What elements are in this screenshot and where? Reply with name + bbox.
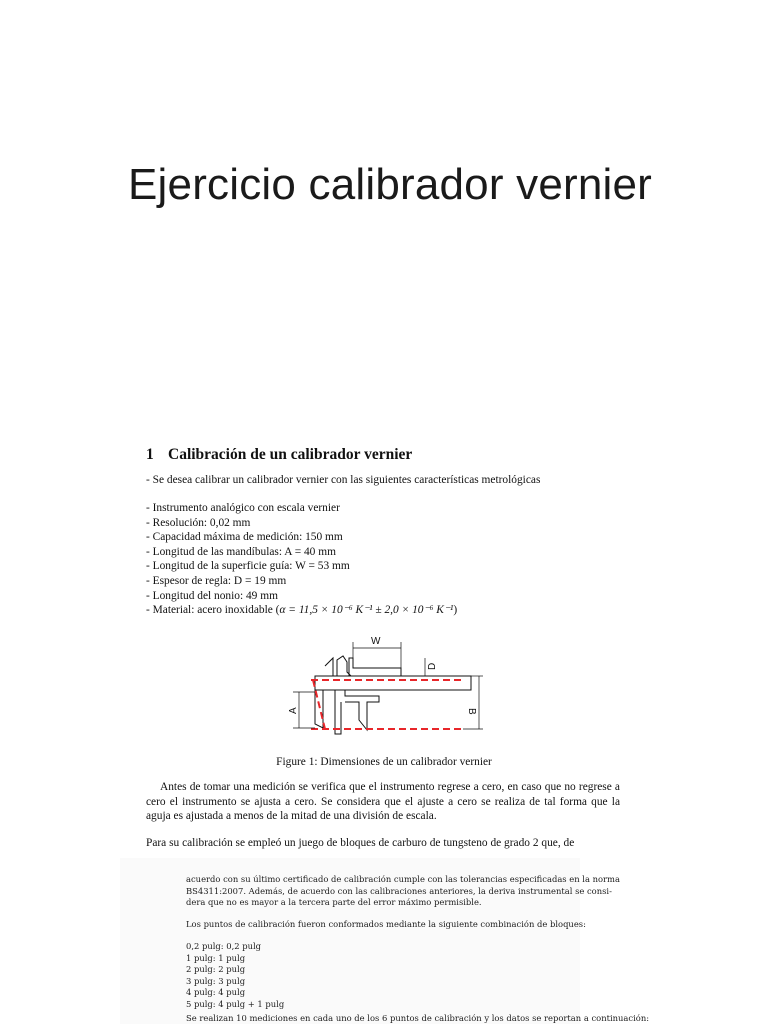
reference-lines	[311, 680, 461, 729]
spec-item: - Capacidad máxima de medición: 150 mm	[146, 531, 343, 544]
caliper-outline	[315, 656, 471, 734]
slide-title: Ejercicio calibrador vernier	[128, 160, 653, 209]
caliper-slider-top	[349, 658, 401, 676]
material-prefix: - Material: acero inoxidable (	[146, 604, 280, 617]
figure-caption: Figure 1: Dimensiones de un calibrador vernier	[276, 756, 492, 768]
scan-line: BS4311:2007. Además, de acuerdo con las calibraciones anteriores, la deriva instrumental se consi-	[186, 885, 612, 896]
calibration-point: 2 pulg: 2 pulg	[186, 964, 246, 975]
paragraph-zero-check	[146, 780, 620, 824]
scan-line: dera que no es mayor a la tercera parte del error máximo permisible.	[186, 897, 482, 908]
caliper-beam	[315, 676, 471, 690]
dim-label-w: W	[371, 636, 381, 647]
scan-points-intro: Los puntos de calibración fueron conformados mediante la siguiente combinación de bloques:	[186, 919, 586, 929]
dim-label-d: D	[427, 662, 438, 670]
dim-label-a: A	[288, 707, 299, 714]
spec-item: - Longitud del nonio: 49 mm	[146, 589, 278, 602]
caliper-lower-jaw-slider	[345, 690, 379, 730]
calibration-point: 3 pulg: 3 pulg	[186, 975, 246, 986]
calibration-point: 5 pulg: 4 pulg + 1 pulg	[186, 998, 285, 1009]
material-formula: α = 11,5 × 10⁻⁶ K⁻¹ ± 2,0 × 10⁻⁶ K⁻¹	[279, 604, 454, 617]
calibration-point: 1 pulg: 1 pulg	[186, 952, 246, 963]
section-heading	[146, 446, 412, 464]
caliper-depth-rod	[335, 690, 341, 734]
specs-list	[146, 501, 457, 618]
intro-text: - Se desea calibrar un calibrador vernier con las siguientes características metrológicas	[146, 474, 541, 486]
spec-item: - Instrumento analógico con escala vernier	[146, 502, 340, 514]
spec-item: - Resolución: 0,02 mm	[146, 516, 251, 529]
dim-label-b: B	[466, 708, 477, 715]
caliper-upper-jaws	[325, 656, 351, 676]
scan-line: acuerdo con su último certificado de calibración cumple con las tolerancias especificadas en la norma	[186, 874, 620, 884]
paragraph-calibration: Para su calibración se empleó un juego de bloques de carburo de tungsteno de grado 2 que, de	[146, 837, 575, 849]
section-number: 1	[146, 446, 154, 463]
spec-item: - Longitud de la superficie guía: W = 53 mm	[146, 560, 350, 573]
scan-cut-line-text: Se realizan 10 mediciones en cada uno de los 6 puntos de calibración y los datos se reportan a continuación:	[186, 1013, 650, 1023]
calibration-points-list	[186, 941, 284, 1011]
calibration-point: 0,2 pulg: 0,2 pulg	[186, 941, 262, 951]
section-title: Calibración de un calibrador vernier	[168, 446, 413, 463]
spec-item: - Espesor de regla: D = 19 mm	[146, 574, 287, 587]
scan-paragraph	[186, 874, 620, 909]
material-suffix: )	[453, 604, 458, 617]
spec-item: - Longitud de las mandíbulas: A = 40 mm	[146, 545, 336, 558]
vernier-caliper-diagram	[283, 628, 493, 740]
scan-cut-line	[186, 1013, 650, 1024]
calibration-point: 4 pulg: 4 pulg	[186, 987, 246, 998]
scanned-excerpt	[120, 858, 650, 1024]
spec-item-material	[146, 603, 457, 618]
paragraph-zero-check-text: Antes de tomar una medición se verifica que el instrumento regrese a cero, en caso que no regrese a cero el instrumento se ajusta a cero. Se considera que el ajuste a cero se realiza de tal forma que la aguja es ajustada a menos de la mitad de una división de escala.	[146, 781, 620, 823]
